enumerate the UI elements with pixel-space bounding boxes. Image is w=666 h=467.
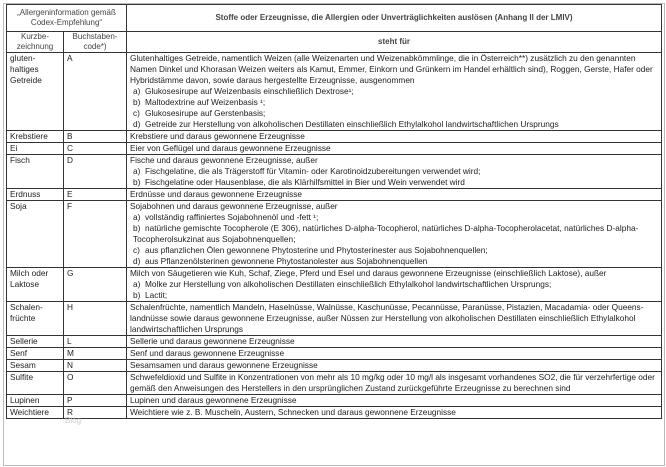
exception-item: a) Glukosesirupe auf Weizenbasis einschließlich Dextrose¹; xyxy=(133,86,354,96)
table-row xyxy=(7,268,662,302)
allergen-description xyxy=(127,407,662,419)
table-row xyxy=(7,155,662,189)
header-group-label: „Allergeninformation gemäß Codex-Empfehlung“ xyxy=(7,5,127,32)
exception-item: c) Glukosesirupe auf Gerstenbasis; xyxy=(133,108,266,118)
allergen-code: M xyxy=(64,348,127,360)
description-text: Sesamsamen und daraus gewonnene Erzeugnisse xyxy=(130,360,318,370)
header-stands-for: steht für xyxy=(127,32,662,53)
description-text: Sojabohnen und daraus gewonnene Erzeugnisse, außer xyxy=(130,201,338,211)
watermark: Blog xyxy=(65,416,82,425)
allergen-name: Senf xyxy=(7,348,64,360)
allergen-description xyxy=(127,53,662,131)
table-row xyxy=(7,360,662,372)
allergen-description xyxy=(127,189,662,201)
allergen-name: Schalen-früchte xyxy=(7,302,64,336)
allergen-description xyxy=(127,268,662,302)
exception-item: b) natürliche gemischte Tocopherole (E 306), natürliches D-alpha-Tocopherol, natürliches D-alpha-Tocopherolacetat, natürliches D-alpha-Tocopherolsukzinat aus Sojabohnenquellen; xyxy=(133,223,639,244)
allergen-name: Sellerie xyxy=(7,336,64,348)
allergen-name: Sulfite xyxy=(7,372,64,395)
allergen-description xyxy=(127,155,662,189)
description-text: Erdnüsse und daraus gewonnene Erzeugnisse xyxy=(130,189,303,199)
allergen-description xyxy=(127,336,662,348)
allergen-name: Fisch xyxy=(7,155,64,189)
allergen-code: D xyxy=(64,155,127,189)
allergen-code: P xyxy=(64,395,127,407)
allergen-code: A xyxy=(64,53,127,131)
exception-item: a) Molke zur Herstellung von alkoholischen Destillaten einschließlich Ethylalkohol landwirtschaftlichen Ursprungs; xyxy=(133,279,552,289)
allergen-description xyxy=(127,131,662,143)
exception-item: b) Lactit; xyxy=(133,290,168,300)
table-row xyxy=(7,407,662,419)
allergen-table xyxy=(6,4,662,419)
allergen-name: Lupinen xyxy=(7,395,64,407)
exception-item: d) aus Pflanzenölsterinen gewonnene Phytostanolester aus Sojabohnenquellen xyxy=(133,256,428,266)
description-text: Lupinen und daraus gewonnene Erzeugnisse xyxy=(130,395,297,405)
allergen-code: H xyxy=(64,302,127,336)
allergen-code: O xyxy=(64,372,127,395)
table-row xyxy=(7,372,662,395)
allergen-description xyxy=(127,395,662,407)
table-row xyxy=(7,302,662,336)
allergen-code: F xyxy=(64,201,127,268)
description-text: Senf und daraus gewonnene Erzeugnisse xyxy=(130,348,285,358)
table-row xyxy=(7,189,662,201)
allergen-code: C xyxy=(64,143,127,155)
allergen-name: Weichtiere xyxy=(7,407,64,419)
allergen-description xyxy=(127,143,662,155)
description-text: Weichtiere wie z. B. Muscheln, Austern, Schnecken und daraus gewonnene Erzeugnisse xyxy=(130,407,456,417)
allergen-description xyxy=(127,372,662,395)
allergen-code: L xyxy=(64,336,127,348)
allergen-code: R xyxy=(64,407,127,419)
allergen-code: B xyxy=(64,131,127,143)
allergen-name: Ei xyxy=(7,143,64,155)
allergen-description xyxy=(127,302,662,336)
table-row xyxy=(7,131,662,143)
allergen-name: Krebstiere xyxy=(7,131,64,143)
description-text: Krebstiere und daraus gewonnene Erzeugnisse xyxy=(130,131,305,141)
allergen-name: Milch oder Laktose xyxy=(7,268,64,302)
table-row xyxy=(7,336,662,348)
header-short-name: Kurzbe-zeichnung xyxy=(7,32,64,53)
allergen-code: G xyxy=(64,268,127,302)
header-letter-code: Buchstaben-code*) xyxy=(64,32,127,53)
allergen-description xyxy=(127,348,662,360)
table-row xyxy=(7,348,662,360)
allergen-name: Soja xyxy=(7,201,64,268)
table-row xyxy=(7,143,662,155)
exception-item: c) aus pflanzlichen Ölen gewonnene Phytosterine und Phytosterinester aus Sojabohnenquellen; xyxy=(133,245,488,255)
exception-item: a) vollständig raffiniertes Sojabohnenöl und -fett ¹; xyxy=(133,212,319,222)
description-text: Fische und daraus gewonnene Erzeugnisse, außer xyxy=(130,155,318,165)
allergen-description xyxy=(127,201,662,268)
exception-item: b) Maltodextrine auf Weizenbasis ¹; xyxy=(133,97,266,107)
description-text: Eier von Geflügel und daraus gewonnene Erzeugnisse xyxy=(130,143,331,153)
exception-item: a) Fischgelatine, die als Trägerstoff für Vitamin- oder Karotinoidzubereitungen verwendet wird; xyxy=(133,166,481,176)
table-row xyxy=(7,201,662,268)
exception-item: b) Fischgelatine oder Hausenblase, die als Klärhilfsmittel in Bier und Wein verwendet wird xyxy=(133,177,465,187)
description-text: Milch von Säugetieren wie Kuh, Schaf, Ziege, Pferd und Esel und daraus gewonnene Erzeugnisse (einschließlich Laktose), außer xyxy=(130,268,607,278)
exception-item: d) Getreide zur Herstellung von alkoholischen Destillaten einschließlich Ethylalkohol landwirtschaftlichen Ursprungs xyxy=(133,119,559,129)
header-title: Stoffe oder Erzeugnisse, die Allergien oder Unverträglichkeiten auslösen (Anhang II der LMIV) xyxy=(127,5,662,32)
description-text: Schwefeldioxid und Sulfite in Konzentrationen von mehr als 10 mg/kg oder 10 mg/l als insgesamt vorhandenes SO2, die für verzehrfertige oder gemäß den Anweisungen des Herstellers in den ursprünglichen Zustand zurückgeführte Erzeugnisse zu berechnen sind xyxy=(130,372,655,393)
allergen-name: Erdnuss xyxy=(7,189,64,201)
table-row xyxy=(7,395,662,407)
description-text: Schalenfrüchte, namentlich Mandeln, Haselnüsse, Walnüsse, Kaschunüsse, Pecannüsse, Paranüsse, Pistazien, Macadamia- oder Queens-landnüsse sowie daraus gewonnene Erzeugnisse, außer Nüssen zur Herstellung von alkoholischen Destillaten einschließlich Ethylalkohol landwirtschaftlichen Ursprungs xyxy=(130,302,644,334)
description-text: Sellerie und daraus gewonnene Erzeugnisse xyxy=(130,336,295,346)
allergen-name: Sesam xyxy=(7,360,64,372)
allergen-code: N xyxy=(64,360,127,372)
allergen-name: gluten-haltiges Getreide xyxy=(7,53,64,131)
table-row xyxy=(7,53,662,131)
description-text: Glutenhaltiges Getreide, namentlich Weizen (alle Weizenarten und Weizenabkömmlinge, die in Österreich**) zusätzlich zu den genannten Namen Dinkel und Khorasan Weizen weiters als Kamut, Emmer, Einkorn und Grünkern im Handel erhältlich sind), Roggen, Gerste, Hafer oder Hybridstämme davon, sowie daraus hergestellte Erzeugnisse, ausgenommen xyxy=(130,53,653,85)
allergen-code: E xyxy=(64,189,127,201)
allergen-description xyxy=(127,360,662,372)
